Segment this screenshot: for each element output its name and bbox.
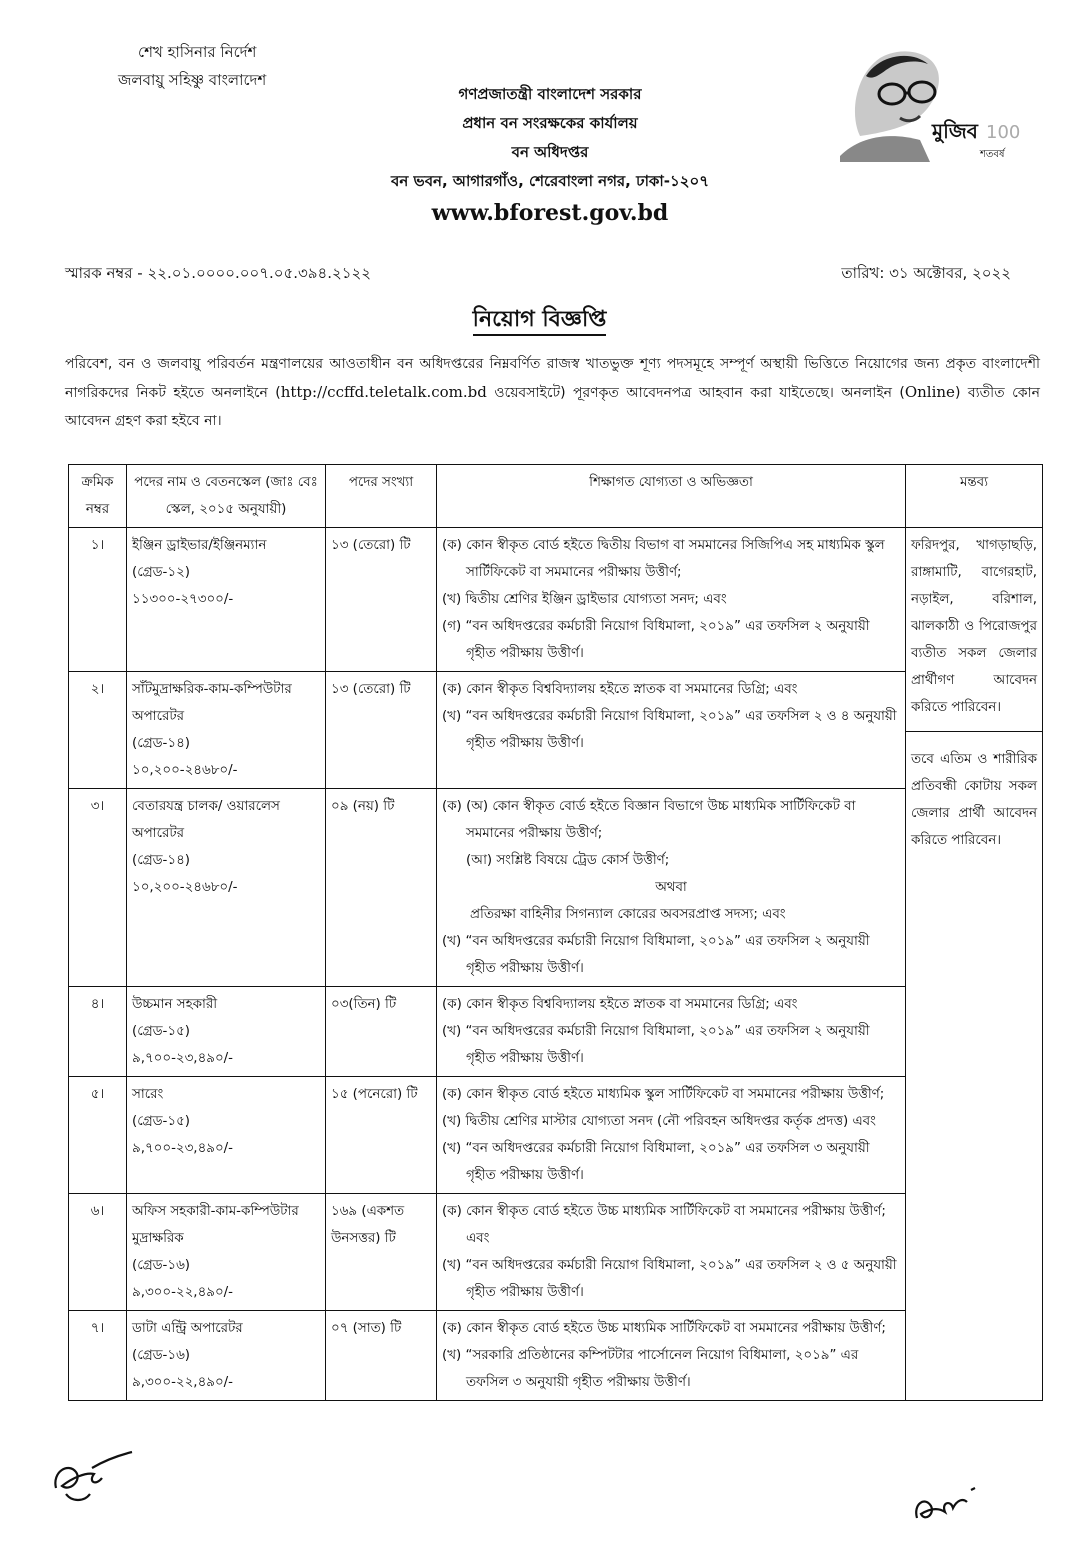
logo-shatabarsha-text: শতবর্ষ (980, 149, 1005, 160)
count-cell: ১৬৯ (একশত উনসত্তর) টি (326, 1194, 437, 1311)
count-cell: ১৫ (পনেরো) টি (326, 1077, 437, 1194)
signature-left (42, 1448, 142, 1512)
qualification-cell: (ক) কোন স্বীকৃত বোর্ড হইতে দ্বিতীয় বিভাগ বা সমমানের সিজিপিএ সহ মাধ্যমিক স্কুল সার্টিফিকেট বা সমমানের পরীক্ষায় উত্তীর্ণ; (খ) দ্বিতীয় শ্রেণির ইঞ্জিন ড্রাইভার যোগ্যতা সনদ; এবং (গ) “বন অধিদপ্তরের কর্মচারী নিয়োগ বিধিমালা, ২০১৯” এর তফসিল ২ অনুযায়ী গৃহীত পরীক্ষায় উত্তীর্ণ। (437, 528, 906, 672)
application-url-link[interactable]: http://ccffd.teletalk.com.bd (280, 383, 487, 401)
post-cell: সাঁটমুদ্রাক্ষরিক-কাম-কম্পিউটার অপারেটর (গ্রেড-১৪) ১০,২০০-২৪৬৮০/- (127, 672, 326, 789)
table-row: ৩। বেতারযন্ত্র চালক/ ওয়ারলেস অপারেটর (গ্রেড-১৪) ১০,২০০-২৪৬৮০/- ০৯ (নয়) টি (ক) (অ) কোন স্বীকৃত বোর্ড হইতে বিজ্ঞান বিভাগে উচ্চ মাধ্যমিক সার্টিফিকেট বা সমমানের পরীক্ষায় উত্তীর্ণ; (আ) সংশ্লিষ্ট বিষয়ে ট্রেড কোর্স উত্তীর্ণ; অথবা প্রতিরক্ষা বাহিনীর সিগন্যাল কোরের অবসরপ্রাপ্ত সদস্য; এবং (খ) “বন অধিদপ্তরের কর্মচারী নিয়োগ বিধিমালা, ২০১৯” এর তফসিল ২ অনুযায়ী গৃহীত পরীক্ষায় উত্তীর্ণ। (69, 789, 1043, 987)
intro-paragraph: পরিবেশ, বন ও জলবায়ু পরিবর্তন মন্ত্রণালয়ের আওতাধীন বন অধিদপ্তরের নিম্নবর্ণিত রাজস্ব খাতভুক্ত শূণ্য পদসমূহে সম্পূর্ণ অস্থায়ী ভিত্তিতে নিয়োগের জন্য প্রকৃত বাংলাদেশী নাগরিকদের নিকট হইতে অনলাইনে (http://ccffd.teletalk.com.bd ওয়েবসাইটে) পূরণকৃত আবেদনপত্র আহবান করা যাইতেছে। অনলাইন (Online) ব্যতীত কোন আবেদন গ্রহণ করা হইবে না। (65, 356, 1040, 429)
header-qualification: শিক্ষাগত যোগ্যতা ও অভিজ্ঞতা (437, 465, 906, 528)
office-address: বন ভবন, আগারগাঁও, শেরেবাংলা নগর, ঢাকা-১২০৭ (391, 172, 709, 190)
slogan-line-1: শেখ হাসিনার নির্দেশ (138, 43, 257, 61)
website-link[interactable]: www.bforest.gov.bd (431, 200, 669, 226)
count-cell: ০৯ (নয়) টি (326, 789, 437, 987)
qualification-cell: (ক) কোন স্বীকৃত বোর্ড হইতে উচ্চ মাধ্যমিক সার্টিফিকেট বা সমমানের পরীক্ষায় উত্তীর্ণ; (খ) “সরকারি প্রতিষ্ঠানের কম্পিটটার পার্সোনেল নিয়োগ বিধিমালা, ২০১৯” এর তফসিল ৩ অনুযায়ী গৃহীত পরীক্ষায় উত্তীর্ণ। (437, 1311, 906, 1401)
table-row: ২। সাঁটমুদ্রাক্ষরিক-কাম-কম্পিউটার অপারেটর (গ্রেড-১৪) ১০,২০০-২৪৬৮০/- ১৩ (তেরো) টি (ক) কোন স্বীকৃত বিশ্ববিদ্যালয় হইতে স্নাতক বা সমমানের ডিগ্রি; এবং (খ) “বন অধিদপ্তরের কর্মচারী নিয়োগ বিধিমালা, ২০১৯” এর তফসিল ২ ও ৪ অনুযায়ী গৃহীত পরীক্ষায় উত্তীর্ণ। (69, 672, 1043, 789)
department-name: বন অধিদপ্তর (511, 143, 589, 161)
vacancy-table (68, 464, 1043, 1401)
remarks-cell: ফরিদপুর, খাগড়াছড়ি, রাঙ্গামাটি, বাগেরহাট, নড়াইল, বরিশাল, ঝালকাঠী ও পিরোজপুর ব্যতীত সকল জেলার প্রার্থীগণ আবেদন করিতে পারিবেন। তবে এতিম ও শারীরিক প্রতিবন্ধী কোটায় সকল জেলার প্রার্থী আবেদন করিতে পারিবেন। (906, 528, 1043, 1401)
slogan (118, 38, 266, 94)
count-cell: ১৩ (তেরো) টি (326, 672, 437, 789)
office-name: প্রধান বন সংরক্ষকের কার্যালয় (462, 114, 638, 132)
table-row: ৫। সারেং (গ্রেড-১৫) ৯,৭০০-২৩,৪৯০/- ১৫ (পনেরো) টি (ক) কোন স্বীকৃত বোর্ড হইতে মাধ্যমিক স্কুল সার্টিফিকেট বা সমমানের পরীক্ষায় উত্তীর্ণ; (খ) দ্বিতীয় শ্রেণির মাস্টার যোগ্যতা সনদ (নৌ পরিবহন অধিদপ্তর কর্তৃক প্রদত্ত) এবং (খ) “বন অধিদপ্তরের কর্মচারী নিয়োগ বিধিমালা, ২০১৯” এর তফসিল ৩ অনুযায়ী গৃহীত পরীক্ষায় উত্তীর্ণ। (69, 1077, 1043, 1194)
table-row: ১। ইঞ্জিন ড্রাইভার/ইঞ্জিনম্যান (গ্রেড-১২) ১১৩০০-২৭৩০০/- ১৩ (তেরো) টি (ক) কোন স্বীকৃত বোর্ড হইতে দ্বিতীয় বিভাগ বা সমমানের সিজিপিএ সহ মাধ্যমিক স্কুল সার্টিফিকেট বা সমমানের পরীক্ষায় উত্তীর্ণ; (খ) দ্বিতীয় শ্রেণির ইঞ্জিন ড্রাইভার যোগ্যতা সনদ; এবং (গ) “বন অধিদপ্তরের কর্মচারী নিয়োগ বিধিমালা, ২০১৯” এর তফসিল ২ অনুযায়ী গৃহীত পরীক্ষায় উত্তীর্ণ। ফরিদপুর, খাগড়াছড়ি, রাঙ্গামাটি, বাগেরহাট, নড়াইল, বরিশাল, ঝালকাঠী ও পিরোজপুর ব্যতীত সকল জেলার প্রার্থীগণ আবেদন করিতে পারিবেন। তবে এতিম ও শারীরিক প্রতিবন্ধী কোটায় সকল জেলার প্রার্থী আবেদন করিতে পারিবেন। (69, 528, 1043, 672)
memo-number: স্মারক নম্বর - ২২.০১.০০০০.০০৭.০৫.৩৯৪.২১২২ (65, 264, 372, 282)
logo-mujib-text: মুজিব (932, 119, 978, 143)
memo-date: তারিখ: ৩১ অক্টোবর, ২০২২ (841, 264, 1011, 282)
logo-100-text: 100 (986, 122, 1021, 143)
count-cell: ০৭ (সাত) টি (326, 1311, 437, 1401)
post-cell: বেতারযন্ত্র চালক/ ওয়ারলেস অপারেটর (গ্রেড-১৪) ১০,২০০-২৪৬৮০/- (127, 789, 326, 987)
header-remarks: মন্তব্য (906, 465, 1043, 528)
mujib-100-logo (820, 36, 1021, 162)
post-cell: উচ্চমান সহকারী (গ্রেড-১৫) ৯,৭০০-২৩,৪৯০/- (127, 987, 326, 1077)
post-cell: সারেং (গ্রেড-১৫) ৯,৭০০-২৩,৪৯০/- (127, 1077, 326, 1194)
post-cell: ডাটা এন্ট্রি অপারেটর (গ্রেড-১৬) ৯,৩০০-২২,৪৯০/- (127, 1311, 326, 1401)
count-cell: ০৩(তিন) টি (326, 987, 437, 1077)
qualification-cell: (ক) (অ) কোন স্বীকৃত বোর্ড হইতে বিজ্ঞান বিভাগে উচ্চ মাধ্যমিক সার্টিফিকেট বা সমমানের পরীক্ষায় উত্তীর্ণ; (আ) সংশ্লিষ্ট বিষয়ে ট্রেড কোর্স উত্তীর্ণ; অথবা প্রতিরক্ষা বাহিনীর সিগন্যাল কোরের অবসরপ্রাপ্ত সদস্য; এবং (খ) “বন অধিদপ্তরের কর্মচারী নিয়োগ বিধিমালা, ২০১৯” এর তফসিল ২ অনুযায়ী গৃহীত পরীক্ষায় উত্তীর্ণ। (437, 789, 906, 987)
signature-right (905, 1478, 985, 1542)
header-post: পদের নাম ও বেতনস্কেল (জাঃ বেঃ স্কেল, ২০১৫ অনুযায়ী) (127, 465, 326, 528)
post-cell: ইঞ্জিন ড্রাইভার/ইঞ্জিনম্যান (গ্রেড-১২) ১১৩০০-২৭৩০০/- (127, 528, 326, 672)
count-cell: ১৩ (তেরো) টি (326, 528, 437, 672)
qualification-cell: (ক) কোন স্বীকৃত বোর্ড হইতে উচ্চ মাধ্যমিক সার্টিফিকেট বা সমমানের পরীক্ষায় উত্তীর্ণ; এবং (খ) “বন অধিদপ্তরের কর্মচারী নিয়োগ বিধিমালা, ২০১৯” এর তফসিল ২ ও ৫ অনুযায়ী গৃহীত পরীক্ষায় উত্তীর্ণ। (437, 1194, 906, 1311)
table-row: ৬। অফিস সহকারী-কাম-কম্পিউটার মুদ্রাক্ষরিক (গ্রেড-১৬) ৯,৩০০-২২,৪৯০/- ১৬৯ (একশত উনসত্তর) টি (ক) কোন স্বীকৃত বোর্ড হইতে উচ্চ মাধ্যমিক সার্টিফিকেট বা সমমানের পরীক্ষায় উত্তীর্ণ; এবং (খ) “বন অধিদপ্তরের কর্মচারী নিয়োগ বিধিমালা, ২০১৯” এর তফসিল ২ ও ৫ অনুযায়ী গৃহীত পরীক্ষায় উত্তীর্ণ। (69, 1194, 1043, 1311)
qualification-cell: (ক) কোন স্বীকৃত বোর্ড হইতে মাধ্যমিক স্কুল সার্টিফিকেট বা সমমানের পরীক্ষায় উত্তীর্ণ; (খ) দ্বিতীয় শ্রেণির মাস্টার যোগ্যতা সনদ (নৌ পরিবহন অধিদপ্তর কর্তৃক প্রদত্ত) এবং (খ) “বন অধিদপ্তরের কর্মচারী নিয়োগ বিধিমালা, ২০১৯” এর তফসিল ৩ অনুযায়ী গৃহীত পরীক্ষায় উত্তীর্ণ। (437, 1077, 906, 1194)
header-count: পদের সংখ্যা (326, 465, 437, 528)
qualification-cell: (ক) কোন স্বীকৃত বিশ্ববিদ্যালয় হইতে স্নাতক বা সমমানের ডিগ্রি; এবং (খ) “বন অধিদপ্তরের কর্মচারী নিয়োগ বিধিমালা, ২০১৯” এর তফসিল ২ ও ৪ অনুযায়ী গৃহীত পরীক্ষায় উত্তীর্ণ। (437, 672, 906, 789)
header-serial: ক্রমিক নম্বর (69, 465, 127, 528)
post-cell: অফিস সহকারী-কাম-কম্পিউটার মুদ্রাক্ষরিক (গ্রেড-১৬) ৯,৩০০-২২,৪৯০/- (127, 1194, 326, 1311)
slogan-line-2: জলবায়ু সহিষ্ণু বাংলাদেশ (118, 71, 267, 89)
qualification-cell: (ক) কোন স্বীকৃত বিশ্ববিদ্যালয় হইতে স্নাতক বা সমমানের ডিগ্রি; এবং (খ) “বন অধিদপ্তরের কর্মচারী নিয়োগ বিধিমালা, ২০১৯” এর তফসিল ২ অনুযায়ী গৃহীত পরীক্ষায় উত্তীর্ণ। (437, 987, 906, 1077)
table-row: ৪। উচ্চমান সহকারী (গ্রেড-১৫) ৯,৭০০-২৩,৪৯০/- ০৩(তিন) টি (ক) কোন স্বীকৃত বিশ্ববিদ্যালয় হইতে স্নাতক বা সমমানের ডিগ্রি; এবং (খ) “বন অধিদপ্তরের কর্মচারী নিয়োগ বিধিমালা, ২০১৯” এর তফসিল ২ অনুযায়ী গৃহীত পরীক্ষায় উত্তীর্ণ। (69, 987, 1043, 1077)
govt-name: গণপ্রজাতন্ত্রী বাংলাদেশ সরকার (458, 85, 642, 103)
table-header-row (69, 465, 1043, 528)
letterhead (320, 80, 780, 230)
page-title: নিয়োগ বিজ্ঞপ্তি (0, 302, 1079, 339)
table-row: ৭। ডাটা এন্ট্রি অপারেটর (গ্রেড-১৬) ৯,৩০০-২২,৪৯০/- ০৭ (সাত) টি (ক) কোন স্বীকৃত বোর্ড হইতে উচ্চ মাধ্যমিক সার্টিফিকেট বা সমমানের পরীক্ষায় উত্তীর্ণ; (খ) “সরকারি প্রতিষ্ঠানের কম্পিটটার পার্সোনেল নিয়োগ বিধিমালা, ২০১৯” এর তফসিল ৩ অনুযায়ী গৃহীত পরীক্ষায় উত্তীর্ণ। (69, 1311, 1043, 1401)
